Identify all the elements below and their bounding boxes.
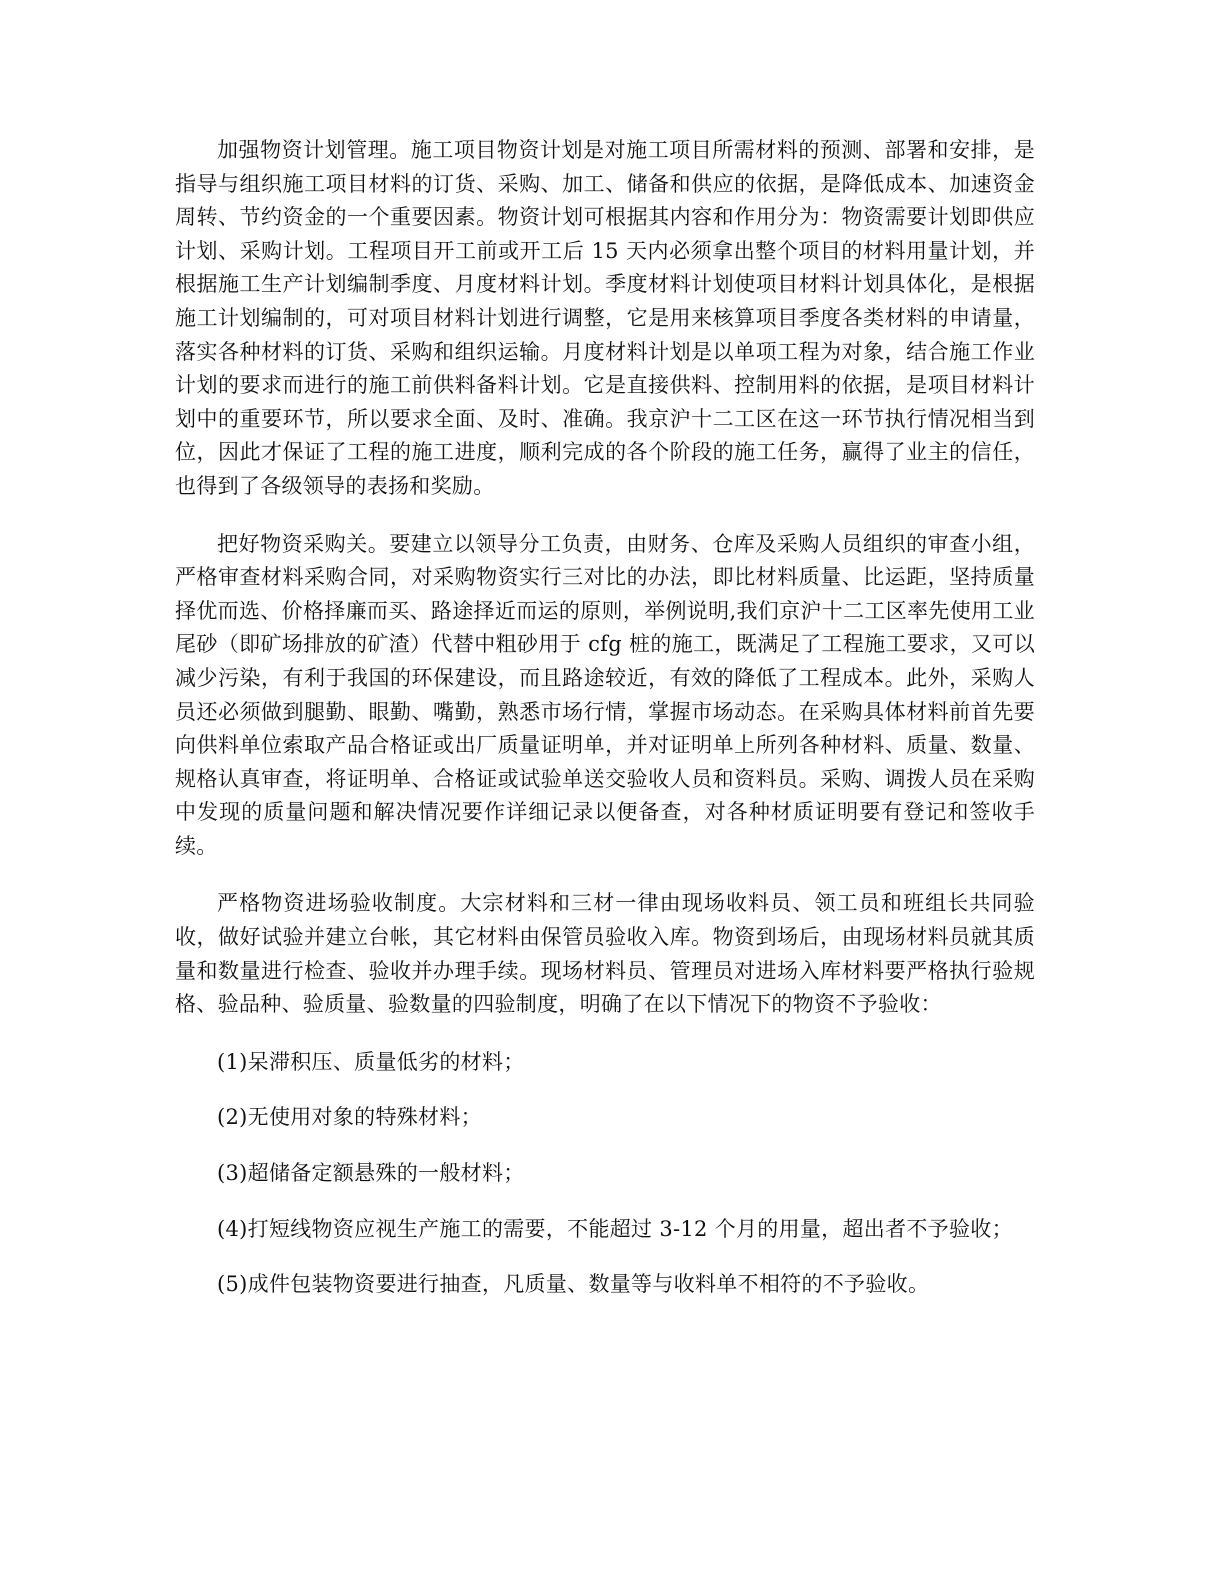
paragraph-acceptance: 严格物资进场验收制度。大宗材料和三材一律由现场收料员、领工员和班组长共同验收，做好试验并建立台帐，其它材料由保管员验收入库。物资到场后，由现场材料员就其质量和数量进行检查、验收并办理手续。现场材料员、管理员对进场入库材料要严格执行验规格、验品种、验质量、验数量的四验制度，明确了在以下情况下的物资不予验收： [175, 891, 1035, 1017]
document-page [175, 134, 1035, 1324]
paragraph-procurement: 把好物资采购关。要建立以领导分工负责，由财务、仓库及采购人员组织的审查小组，严格审查材料采购合同，对采购物资实行三对比的办法，即比材料质量、比运距，坚持质量择优而选、价格择廉而买、路途择近而运的原则，举例说明,我们京沪十二工区率先使用工业尾砂（即矿场排放的矿渣）代替中粗砂用于 cfg 桩的施工，既满足了工程施工要求，又可以减少污染，有利于我国的环保建设，而且路途较近，有效的降低了工程成本。此外，采购人员还必须做到腿勤、眼勤、嘴勤，熟悉市场行情，掌握市场动态。在采购具体材料前首先要向供料单位索取产品合格证或出厂质量证明单，并对证明单上所列各种材料、质量、数量、规格认真审查，将证明单、合格证或试验单送交验收人员和资料员。采购、调拨人员在采购中发现的质量问题和解决情况要作详细记录以便备查，对各种材质证明要有登记和签收手续。 [175, 531, 1035, 858]
list-item-4: (4)打短线物资应视生产施工的需要，不能超过 3-12 个月的用量，超出者不予验收； [217, 1216, 1013, 1241]
list-item-3: (3)超储备定额悬殊的一般材料； [217, 1161, 525, 1186]
list-item-1: (1)呆滞积压、质量低劣的材料； [217, 1049, 525, 1074]
list-item-2: (2)无使用对象的特殊材料； [217, 1105, 482, 1130]
paragraph-material-planning: 加强物资计划管理。施工项目物资计划是对施工项目所需材料的预测、部署和安排，是指导与组织施工项目材料的订货、采购、加工、储备和供应的依据，是降低成本、加速资金周转、节约资金的一个重要因素。物资计划可根据其内容和作用分为：物资需要计划即供应计划、采购计划。工程项目开工前或开工后 15 天内必须拿出整个项目的材料用量计划，并根据施工生产计划编制季度、月度材料计划。季度材料计划使项目材料计划具体化，是根据施工计划编制的，可对项目材料计划进行调整，它是用来核算项目季度各类材料的申请量，落实各种材料的订货、采购和组织运输。月度材料计划是以单项工程为对象，结合施工作业计划的要求而进行的施工前供料备料计划。它是直接供料、控制用料的依据，是项目材料计划中的重要环节，所以要求全面、及时、准确。我京沪十二工区在这一环节执行情况相当到位，因此才保证了工程的施工进度，顺利完成的各个阶段的施工任务，赢得了业主的信任，也得到了各级领导的表扬和奖励。 [175, 138, 1035, 498]
list-item-5: (5)成件包装物资要进行抽查，凡质量、数量等与收料单不相符的不予验收。 [217, 1272, 930, 1297]
